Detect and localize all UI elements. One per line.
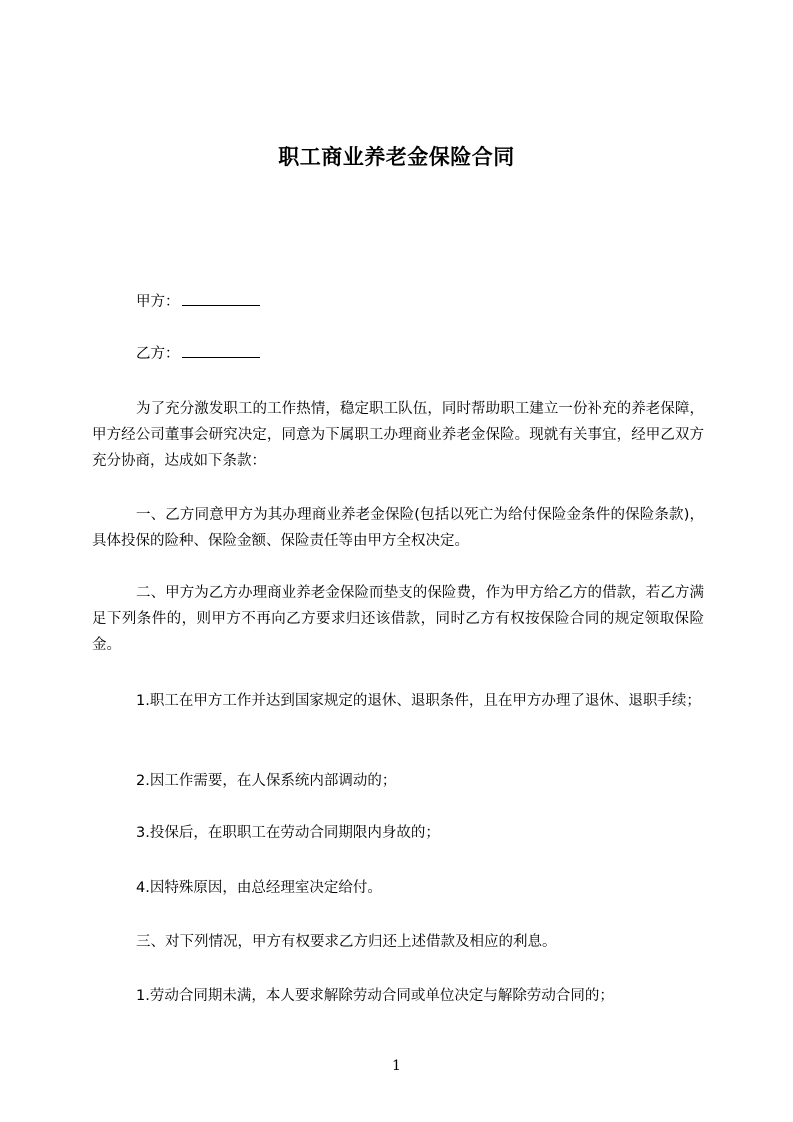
clause-3-paragraph: 三、对下列情况，甲方有权要求乙方归还上述借款及相应的利息。 [136,934,557,950]
clause-2-item-3: 3.投保后，在职职工在劳动合同期限内身故的； [136,825,440,841]
clause-2-item-2: 2.因工作需要，在人保系统内部调动的； [136,773,397,789]
clause-3-item-1: 1.劳动合同期未满，本人要求解除劳动合同或单位决定与解除劳动合同的； [136,988,614,1004]
party-a-label: 甲方： [136,294,180,310]
clause-2-item-4: 4.因特殊原因，由总经理室决定给付。 [136,880,382,896]
clause-2-paragraph: 二、甲方为乙方办理商业养老金保险而垫支的保险费，作为甲方给乙方的借款，若乙方满足下列条件的，则甲方不再向乙方要求归还该借款，同时乙方有权按保险合同的规定领取保险金。 [92,585,704,653]
party-b-label: 乙方： [136,346,180,362]
page-number: 1 [392,1058,401,1074]
party-b-line [92,341,704,367]
party-a-line [92,289,704,315]
document-title: 职工商业养老金保险合同 [278,145,515,169]
party-a-blank [182,291,260,306]
clause-2-item-1: 1.职工在甲方工作并达到国家规定的退休、退职条件，且在甲方办理了退休、退职手续； [136,693,701,709]
intro-paragraph: 为了充分激发职工的工作热情，稳定职工队伍，同时帮助职工建立一份补充的养老保障，甲方经公司董事会研究决定，同意为下属职工办理商业养老金保险。现就有关事宜，经甲乙双方充分协商，达成如下条款： [92,401,704,469]
party-b-blank [182,343,260,358]
clause-1-paragraph: 一、乙方同意甲方为其办理商业养老金保险(包括以死亡为给付保险金条件的保险条款)，具体投保的险种、保险金额、保险责任等由甲方全权决定。 [92,507,704,549]
